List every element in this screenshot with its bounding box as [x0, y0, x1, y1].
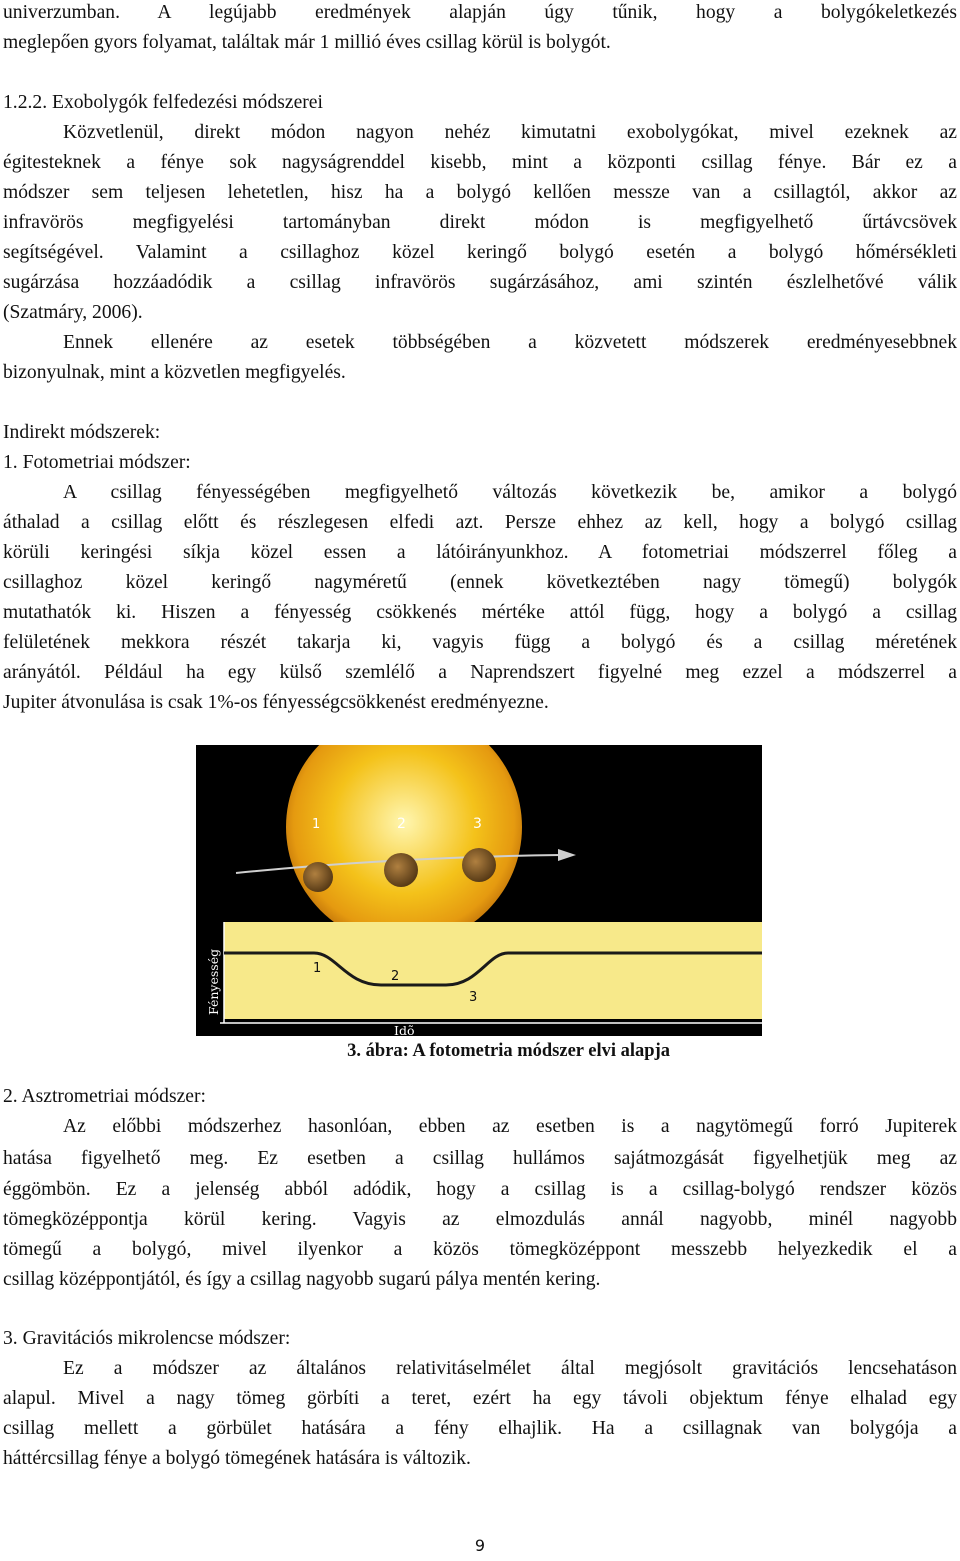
- text-line: mutathatók ki. Hiszen a fényesség csökkenés mértéke attól függ, hogy a bolygó a csillag: [3, 602, 957, 623]
- text-line: felületének mekkora részét takarja ki, vagyis függ a bolygó és a csillag méretének: [3, 632, 957, 653]
- planet-position-3: [462, 848, 496, 882]
- planet-position-1: [303, 862, 333, 892]
- light-curve-panel: [224, 922, 762, 1019]
- text-line: tömegű a bolygó, mivel ilyenkor a közös tömegközéppont messzebb helyezkedik el a: [3, 1239, 957, 1260]
- text-line: Közvetlenül, direkt módon nagyon nehéz kimutatni exobolygókat, mivel ezeknek az: [63, 122, 957, 143]
- text-line: Ennek ellenére az esetek többségében a közvetett módszerek eredményesebbnek: [63, 332, 957, 353]
- curve-label-3: 3: [469, 990, 478, 1005]
- subheading-microlensing: 3. Gravitációs mikrolencse módszer:: [3, 1328, 291, 1349]
- text-line: csillag mellett a görbület hatására a fény elhajlik. Ha a csillagnak van bolygója a: [3, 1418, 957, 1439]
- figure-caption: 3. ábra: A fotometria módszer elvi alapja: [347, 1041, 670, 1061]
- text-line: bizonyulnak, mint a közvetlen megfigyelés.: [3, 362, 346, 383]
- text-line: meglepően gyors folyamat, találtak már 1 millió éves csillag körül is bolygót.: [3, 32, 611, 53]
- text-line: sugárzása hozzáadódik a csillag infravörös sugárzásához, ami szintén észlelhetővé válik: [3, 272, 957, 293]
- text-line: éggömbön. Ez a jelenség abból adódik, hogy a csillag is a csillag-bolygó rendszer közös: [3, 1179, 957, 1200]
- text-line: A csillag fényességében megfigyelhető változás következik be, amikor a bolygó: [63, 482, 957, 503]
- text-line: hatása figyelhető meg. Ez esetben a csillag hullámos sajátmozgását figyelhetjük meg az: [3, 1148, 957, 1169]
- text-line: (Szatmáry, 2006).: [3, 302, 143, 323]
- subheading-photometric: 1. Fotometriai módszer:: [3, 452, 191, 473]
- text-line: módszer sem teljesen lehetetlen, hisz ha a bolygó kellően messze van a csillagtól, akkor az: [3, 182, 957, 203]
- planet-label-2: 2: [397, 816, 406, 832]
- text-line: csillaghoz közel keringő nagyméretű (ennek következtében nagy tömegű) bolygók: [3, 572, 957, 593]
- text-line: tömegközéppontja körül kering. Vagyis az elmozdulás annál nagyobb, minél nagyobb: [3, 1209, 957, 1230]
- page-number: 9: [474, 1536, 486, 1555]
- text-line: háttércsillag fénye a bolygó tömegének hatására is változik.: [3, 1448, 471, 1469]
- text-line: Jupiter átvonulása is csak 1%-os fényességcsökkenést eredményezne.: [3, 692, 549, 713]
- transit-figure: [196, 745, 762, 1036]
- text-line: körüli keringési síkja közel essen a látóirányunkhoz. A fotometriai módszerrel főleg a: [3, 542, 957, 563]
- text-line: infravörös megfigyelési tartományban direkt módon is megfigyelhető űrtávcsövek: [3, 212, 957, 233]
- x-axis-label: Idõ: [394, 1023, 415, 1036]
- subheading-astrometric: 2. Asztrometriai módszer:: [3, 1086, 206, 1107]
- text-line: segítségével. Valamint a csillaghoz közel keringő bolygó esetén a bolygó hőmérsékleti: [3, 242, 957, 263]
- section-heading: 1.2.2. Exobolygók felfedezési módszerei: [3, 92, 323, 113]
- text-line: égitesteknek a fénye sok nagyságrenddel kisebb, mint a központi csillag fénye. Bár ez a: [3, 152, 957, 173]
- text-line: alapul. Mivel a nagy tömeg görbíti a teret, ezért ha egy távoli objektum fénye elhalad egy: [3, 1388, 957, 1409]
- planet-label-1: 1: [312, 817, 321, 832]
- text-line: univerzumban. A legújabb eredmények alapján úgy tűnik, hogy a bolygókeletkezés: [3, 2, 957, 23]
- curve-label-2: 2: [391, 969, 400, 984]
- planet-position-2: [384, 853, 418, 887]
- planet-label-3: 3: [473, 816, 482, 832]
- curve-label-1: 1: [313, 961, 322, 976]
- y-axis-label: Fényesség: [206, 948, 221, 1015]
- text-line: Az előbbi módszerhez hasonlóan, ebben az esetben is a nagytömegű forró Jupiterek: [63, 1116, 957, 1137]
- text-line: áthalad a csillag előtt és részlegesen elfedi azt. Persze ehhez az kell, hogy a bolygó csillag: [3, 512, 957, 533]
- text-line: arányától. Például ha egy külső szemlélő a Naprendszert figyelné meg ezzel a módszerrel a: [3, 662, 957, 683]
- transit-illustration: [196, 745, 762, 1036]
- subheading-indirect: Indirekt módszerek:: [3, 422, 161, 443]
- text-line: Ez a módszer az általános relativitáselmélet által megjósolt gravitációs lencsehatáson: [63, 1358, 957, 1379]
- text-line: csillag középpontjától, és így a csillag nagyobb sugarú pálya mentén kering.: [3, 1269, 601, 1290]
